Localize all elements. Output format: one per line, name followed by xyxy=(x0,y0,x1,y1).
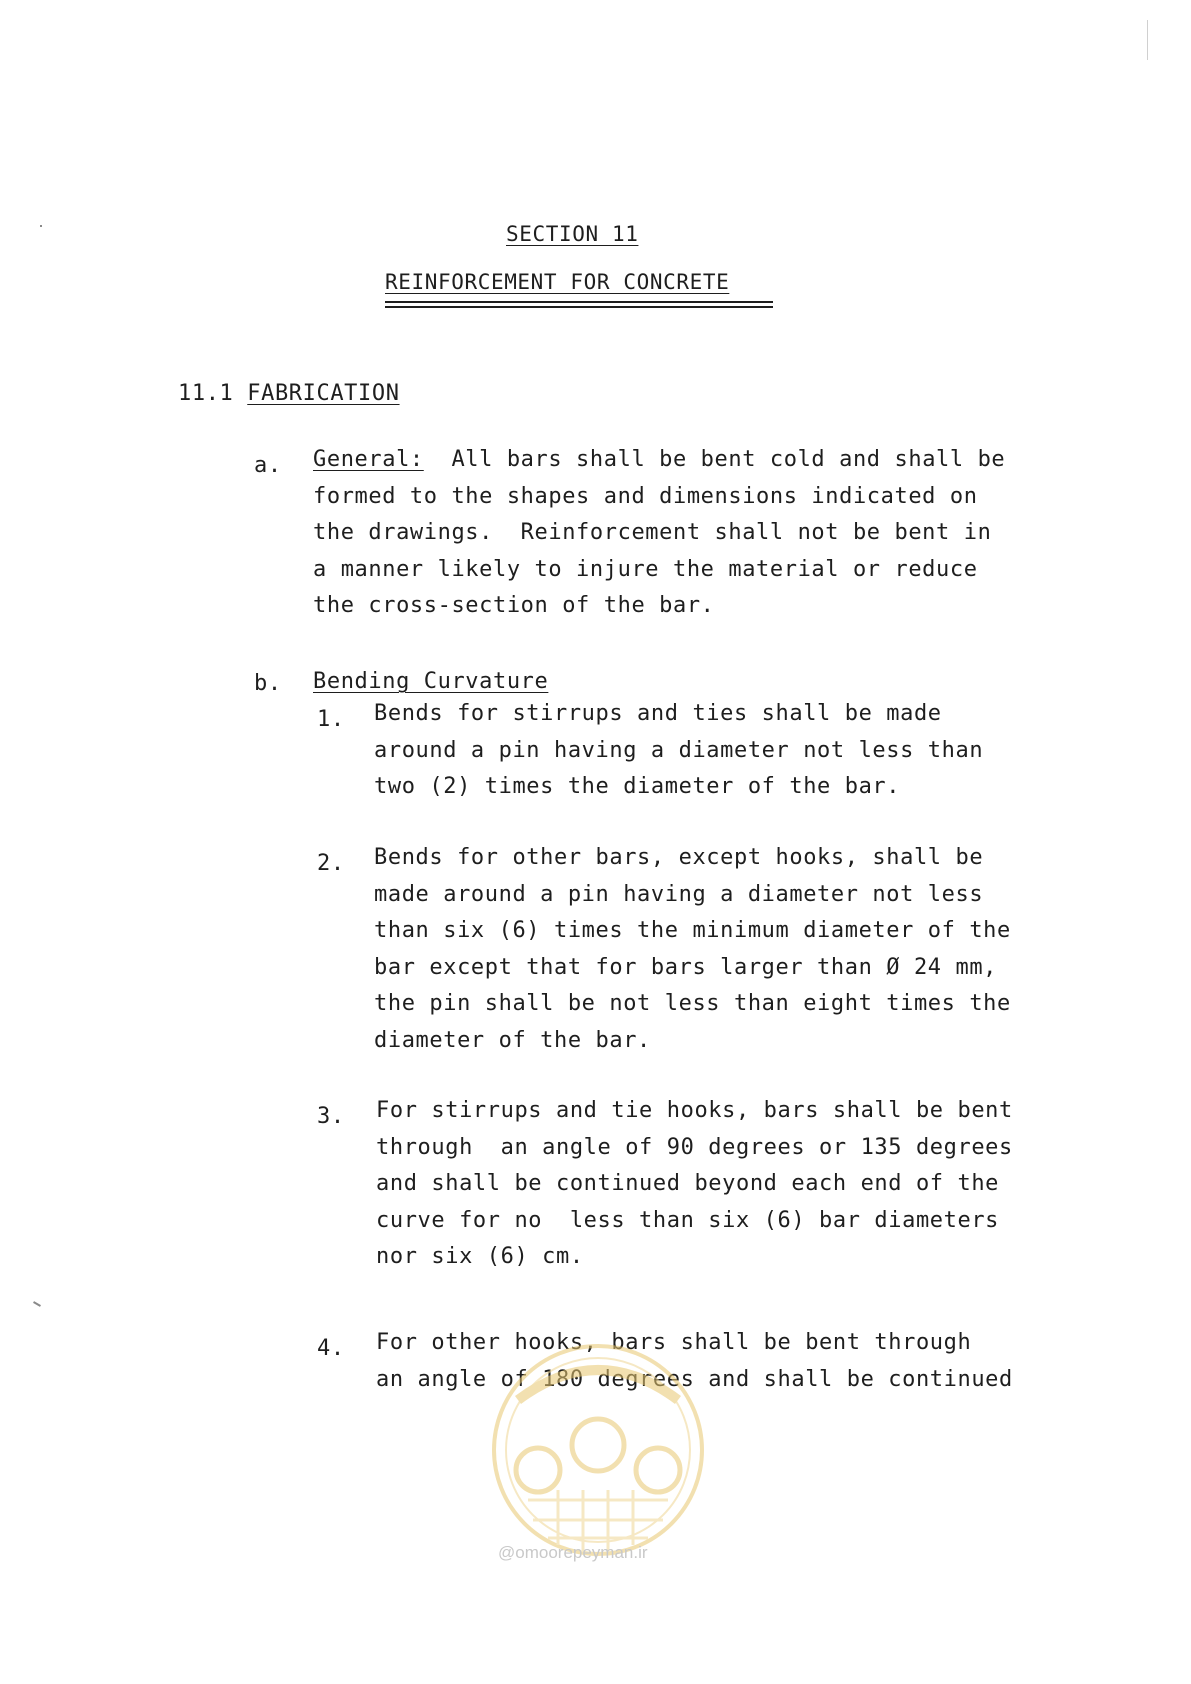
subitem-4-marker: 4. xyxy=(317,1336,345,1361)
item-a-line: the drawings. Reinforcement shall not be bent in xyxy=(313,520,992,545)
subitem-3-line: nor six (6) cm. xyxy=(376,1244,584,1269)
watermark-seal-icon xyxy=(488,1340,708,1560)
subitem-1-line: around a pin having a diameter not less than xyxy=(374,737,984,763)
title-double-rule-top xyxy=(385,301,773,303)
scan-speck xyxy=(40,225,42,227)
item-a-line: the cross-section of the bar. xyxy=(313,593,715,618)
item-b-marker: b. xyxy=(254,671,282,696)
subitem-3-line: and shall be continued beyond each end of the xyxy=(376,1171,1000,1196)
heading-text: FABRICATION xyxy=(247,381,400,406)
subitem-3-line: curve for no less than six (6) bar diameters xyxy=(376,1207,1000,1233)
item-b-lead: Bending Curvature xyxy=(313,669,549,694)
subitem-1-line: two (2) times the diameter of the bar. xyxy=(374,774,901,799)
subitem-1-paragraph xyxy=(374,696,983,806)
subitem-2-line: diameter of the bar. xyxy=(374,1027,651,1053)
item-a-first-line: All bars shall be bent cold and shall be xyxy=(423,447,1006,472)
subitem-2-line: the pin shall be not less than eight times the xyxy=(374,991,1011,1016)
item-a-marker: a. xyxy=(254,453,282,478)
scan-speck xyxy=(1147,20,1148,60)
subitem-3-marker: 3. xyxy=(317,1104,345,1129)
subitem-4-line: an angle of 180 degrees and shall be continued xyxy=(376,1366,1013,1392)
subitem-2-paragraph xyxy=(374,840,1011,1059)
subitem-2-line: made around a pin having a diameter not less xyxy=(374,881,984,907)
subitem-1-marker: 1. xyxy=(317,707,345,732)
item-a-lead: General: xyxy=(313,447,424,472)
section-title: SECTION 11 xyxy=(506,222,639,246)
subitem-2-line: bar except that for bars larger than Ø 24 mm, xyxy=(374,954,998,980)
item-a-paragraph xyxy=(313,442,1005,625)
subitem-3-line: through an angle of 90 degrees or 135 degrees xyxy=(376,1134,1013,1160)
heading-number: 11.1 xyxy=(178,381,234,406)
subitem-2-marker: 2. xyxy=(317,851,345,876)
subitem-3-line: For stirrups and tie hooks, bars shall be bent xyxy=(376,1098,1013,1123)
subitem-1-line: Bends for stirrups and ties shall be made xyxy=(374,701,942,726)
heading-11-1 xyxy=(178,383,400,405)
subitem-2-line: than six (6) times the minimum diameter of the xyxy=(374,918,1011,943)
item-a-line: a manner likely to injure the material or reduce xyxy=(313,556,978,582)
scan-speck xyxy=(33,1301,41,1307)
title-double-rule-bottom xyxy=(385,306,773,308)
subitem-2-line: Bends for other bars, except hooks, shall be xyxy=(374,845,984,870)
subitem-4-line: For other hooks, bars shall be bent through xyxy=(376,1330,972,1355)
item-a-line: formed to the shapes and dimensions indicated on xyxy=(313,483,978,509)
section-subtitle: REINFORCEMENT FOR CONCRETE xyxy=(385,270,730,294)
subitem-3-paragraph xyxy=(376,1093,1013,1276)
watermark-text: @omoorepeyman.ir xyxy=(498,1543,648,1562)
